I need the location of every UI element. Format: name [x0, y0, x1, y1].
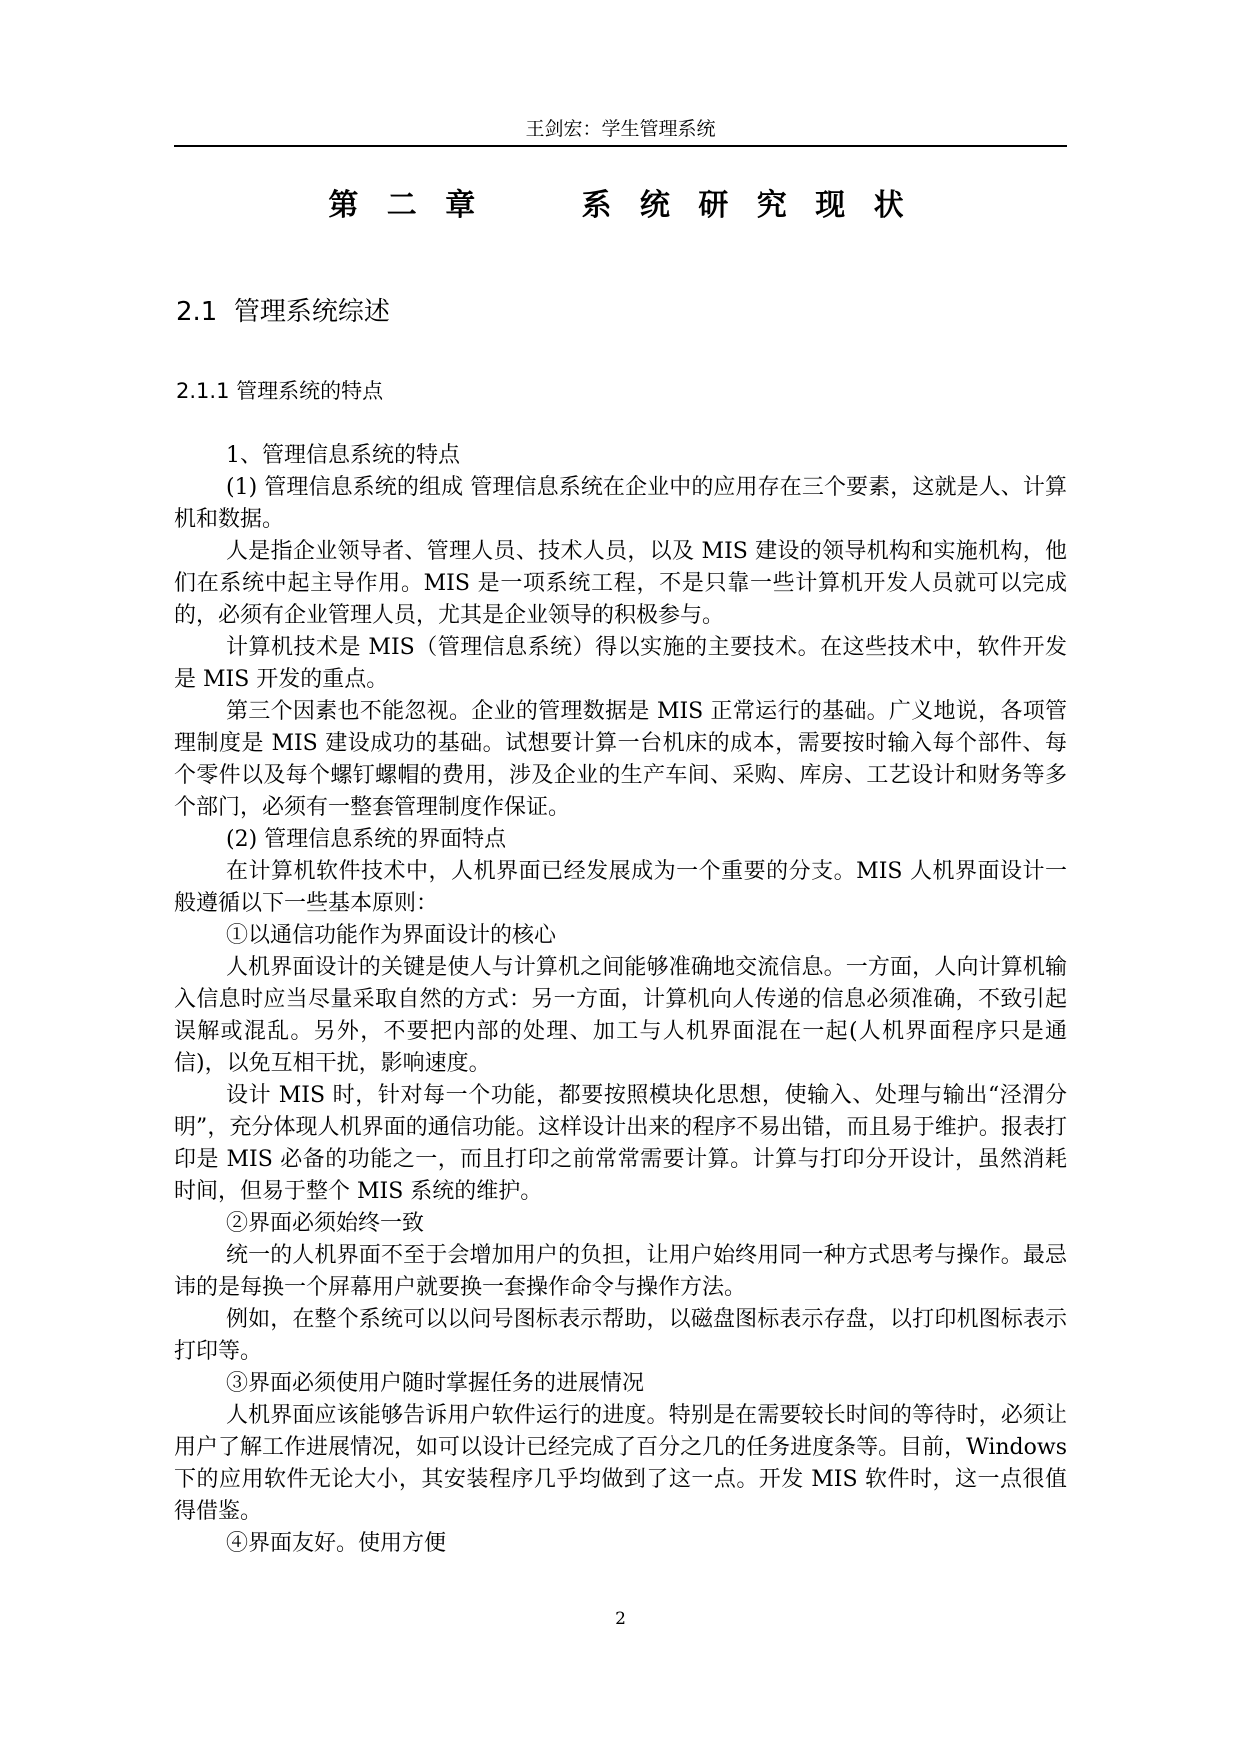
page-number: 2 [615, 1609, 626, 1629]
header-divider [174, 145, 1067, 147]
paragraph: ②界面必须始终一致 [226, 1211, 425, 1236]
paragraph: 例如，在整个系统可以以问号图标表示帮助，以磁盘图标表示存盘，以打印机图标表示打印等。 [174, 1307, 1067, 1364]
paragraph: 人是指企业领导者、管理人员、技术人员，以及 MIS 建设的领导机构和实施机构，他们在系统中起主导作用。MIS 是一项系统工程，不是只靠一些计算机开发人员就可以完成的，必须有企业管理人员，尤其是企业领导的积极参与。 [174, 539, 1067, 628]
paragraph: (1) 管理信息系统的组成 管理信息系统在企业中的应用存在三个要素，这就是人、计算机和数据。 [174, 475, 1067, 532]
paragraph: ③界面必须使用户随时掌握任务的进展情况 [226, 1371, 645, 1396]
subsection-heading: 2.1.1 管理系统的特点 [176, 379, 384, 403]
paragraph: 统一的人机界面不至于会增加用户的负担，让用户始终用同一种方式思考与操作。最忌讳的是每换一个屏幕用户就要换一套操作命令与操作方法。 [174, 1243, 1067, 1300]
running-header: 王剑宏：学生管理系统 [525, 118, 716, 140]
paragraph: 计算机技术是 MIS（管理信息系统）得以实施的主要技术。在这些技术中，软件开发是 MIS 开发的重点。 [174, 635, 1067, 692]
body-text [174, 440, 1074, 1560]
paragraph: 设计 MIS 时，针对每一个功能，都要按照模块化思想，使输入、处理与输出“泾渭分明”，充分体现人机界面的通信功能。这样设计出来的程序不易出错，而且易于维护。报表打印是 MIS 必备的功能之一，而且打印之前常常需要计算。计算与打印分开设计，虽然消耗时间，但易于整个 MIS 系统的维护。 [174, 1083, 1067, 1204]
paragraph: 人机界面设计的关键是使人与计算机之间能够准确地交流信息。一方面，人向计算机输入信息时应当尽量采取自然的方式：另一方面，计算机向人传递的信息必须准确，不致引起误解或混乱。另外，不要把内部的处理、加工与人机界面混在一起(人机界面程序只是通信)，以免互相干扰，影响速度。 [174, 955, 1067, 1076]
paragraph: (2) 管理信息系统的界面特点 [226, 827, 507, 852]
paragraph: 第三个因素也不能忽视。企业的管理数据是 MIS 正常运行的基础。广义地说，各项管理制度是 MIS 建设成功的基础。试想要计算一台机床的成本，需要按时输入每个部件、每个零件以及每个螺钉螺帽的费用，涉及企业的生产车间、采购、库房、工艺设计和财务等多个部门，必须有一整套管理制度作保证。 [174, 699, 1067, 820]
paragraph: ①以通信功能作为界面设计的核心 [226, 923, 557, 948]
paragraph: 在计算机软件技术中，人机界面已经发展成为一个重要的分支。MIS 人机界面设计一般遵循以下一些基本原则： [174, 859, 1067, 916]
paragraph: ④界面友好。使用方便 [226, 1531, 447, 1556]
paragraph: 人机界面应该能够告诉用户软件运行的进度。特别是在需要较长时间的等待时，必须让用户了解工作进展情况，如可以设计已经完成了百分之几的任务进度条等。目前，Windows 下的应用软件无论大小，其安装程序几乎均做到了这一点。开发 MIS 软件时，这一点很值得借鉴。 [174, 1403, 1074, 1524]
paragraph: 1、管理信息系统的特点 [226, 443, 460, 468]
section-heading: 2.1 管理系统综述 [176, 297, 390, 327]
chapter-title: 第 二 章 系 统 研 究 现 状 [328, 188, 913, 223]
